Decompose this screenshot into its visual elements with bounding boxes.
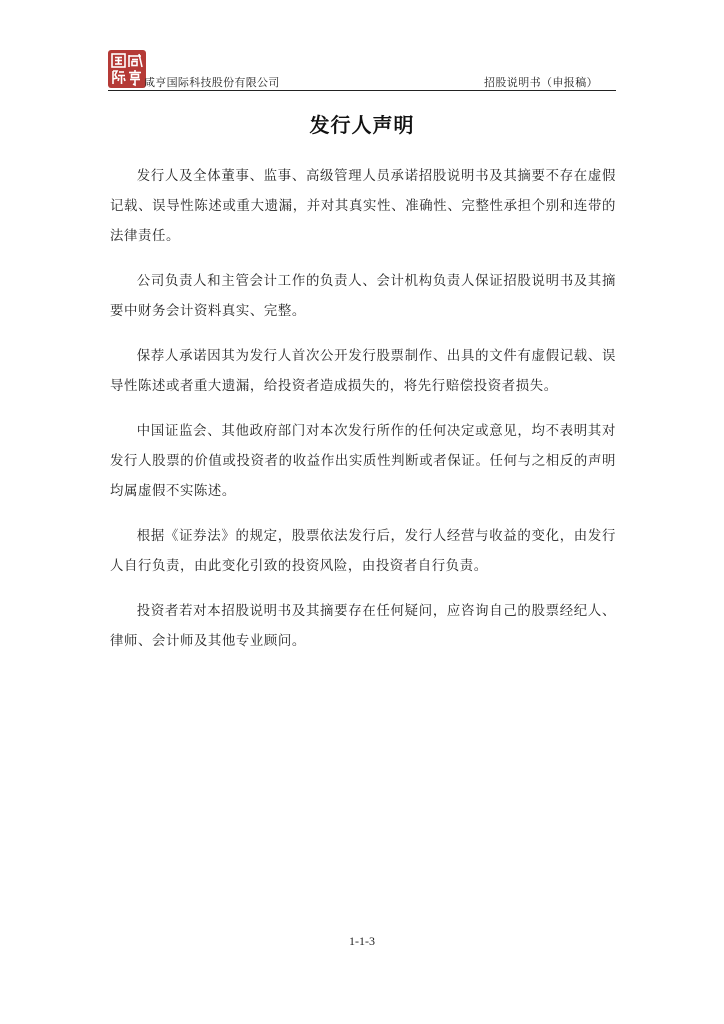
- paragraph-6: 投资者若对本招股说明书及其摘要存在任何疑问，应咨询自己的股票经纪人、律师、会计师及其他专业顾问。: [110, 604, 616, 649]
- paragraph-4: 中国证监会、其他政府部门对本次发行所作的任何决定或意见，均不表明其对发行人股票的价值或投资者的收益作出实质性判断或者保证。任何与之相反的声明均属虚假不实陈述。: [110, 424, 616, 499]
- paragraph-2: 公司负责人和主管会计工作的负责人、会计机构负责人保证招股说明书及其摘要中财务会计资料真实、完整。: [110, 274, 616, 319]
- company-logo: [108, 50, 146, 88]
- paragraph-3: 保荐人承诺因其为发行人首次公开发行股票制作、出具的文件有虚假记载、误导性陈述或者重大遗漏，给投资者造成损失的，将先行赔偿投资者损失。: [110, 349, 616, 394]
- paragraph-1: 发行人及全体董事、监事、高级管理人员承诺招股说明书及其摘要不存在虚假记载、误导性陈述或重大遗漏，并对其真实性、准确性、完整性承担个别和连带的法律责任。: [110, 169, 616, 244]
- paragraph-5: 根据《证券法》的规定，股票依法发行后，发行人经营与收益的变化，由发行人自行负责，由此变化引致的投资风险，由投资者自行负责。: [110, 529, 616, 574]
- header-divider: [108, 90, 616, 91]
- seal-graphic: [108, 50, 146, 88]
- page-title: 发行人声明: [309, 113, 415, 137]
- document-type: 招股说明书（申报稿）: [484, 76, 598, 89]
- page-header: [108, 50, 616, 92]
- statement-body: [110, 162, 616, 672]
- page-number: 1-1-3: [349, 934, 375, 948]
- company-name: 咸亨国际科技股份有限公司: [144, 76, 280, 89]
